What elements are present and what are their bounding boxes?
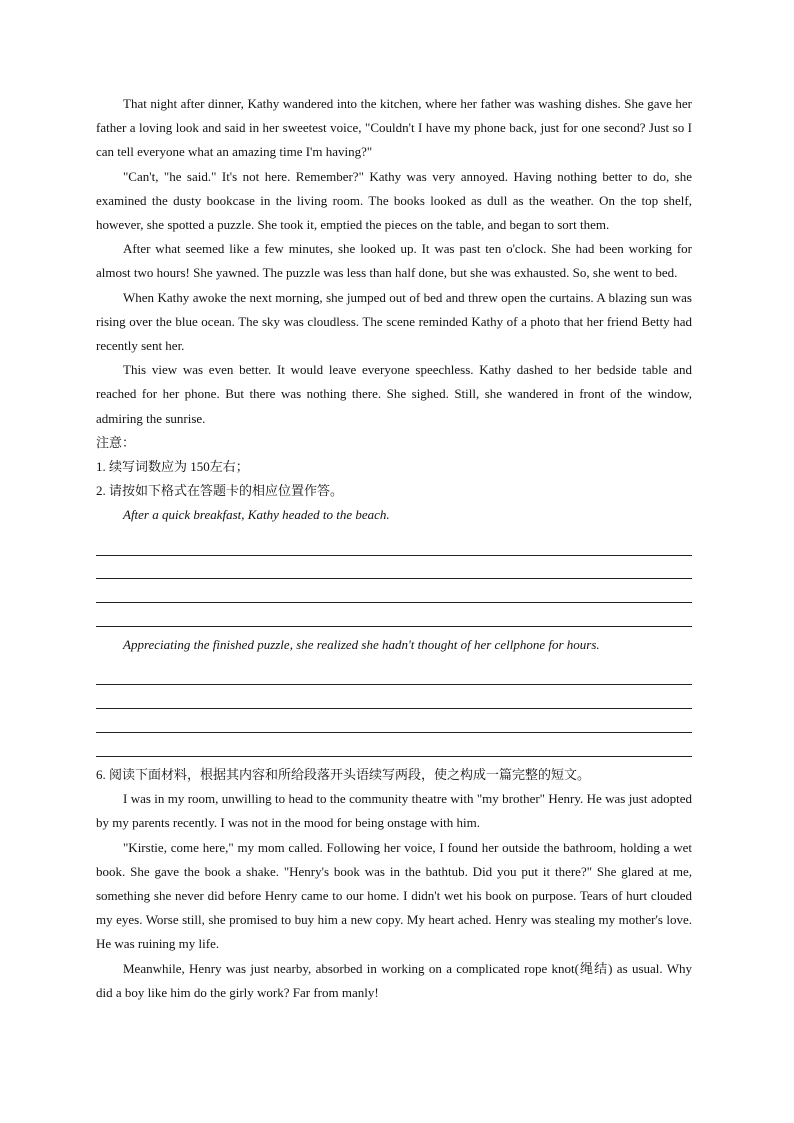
prompt-first: After a quick breakfast, Kathy headed to the beach. <box>123 507 390 523</box>
writing-line[interactable] <box>96 603 692 627</box>
notes-item-1: 1. 续写词数应为 150左右； <box>96 459 249 475</box>
writing-line[interactable] <box>96 556 692 580</box>
document-page <box>96 92 692 1005</box>
writing-line[interactable] <box>96 685 692 709</box>
writing-line[interactable] <box>96 532 692 556</box>
story-paragraph-5: This view was even better. It would leave everyone speechless. Kathy dashed to her bedside table and reached for her phone. But there was nothing there. She sighed. Still, she wandered in front of the window, admiring the sunrise. <box>96 362 692 426</box>
q6-paragraph-2: "Kirstie, come here," my mom called. Following her voice, I found her outside the bathroom, holding a wet book. She gave the book a shake. "Henry's book was in the bathtub. Did you put it there?" She glared at me, something she never did before Henry came to our home. I didn't wet his book on purpose. Tears of hurt clouded my eyes. Worse still, she promised to buy him a new copy. My heart ached. Henry was stealing my mother's love. He was ruining my life. <box>96 839 692 952</box>
story-paragraph-3: After what seemed like a few minutes, she looked up. It was past ten o'clock. She had been working for almost two hours! She yawned. The puzzle was less than half done, but she was exhausted. So, she went to bed. <box>96 241 692 281</box>
writing-line[interactable] <box>96 709 692 733</box>
story-paragraph-4: When Kathy awoke the next morning, she jumped out of bed and threw open the curtains. A blazing sun was rising over the blue ocean. The sky was cloudless. The scene reminded Kathy of a photo that her friend Betty had recently sent her. <box>96 289 692 354</box>
writing-lines-1 <box>96 532 692 628</box>
writing-lines-2 <box>96 661 692 757</box>
notes-heading: 注意： <box>96 434 136 450</box>
prompt-second: Appreciating the finished puzzle, she realized she hadn't thought of her cellphone for hours. <box>123 637 600 653</box>
q6-paragraph-1: I was in my room, unwilling to head to the community theatre with "my brother" Henry. He was just adopted by my parents recently. I was not in the mood for being onstage with him. <box>96 791 692 831</box>
question-6-instruction: 6. 阅读下面材料，根据其内容和所给段落开头语续写两段，使之构成一篇完整的短文。 <box>96 766 591 782</box>
story-paragraph-2: "Can't, "he said." It's not here. Remember?" Kathy was very annoyed. Having nothing better to do, she examined the dusty bookcase in the living room. The books looked as dull as the weather. On the top shelf, however, she spotted a puzzle. She took it, emptied the pieces on the table, and began to sort them. <box>96 168 692 233</box>
q6-paragraph-3: Meanwhile, Henry was just nearby, absorbed in working on a complicated rope knot(绳结) as usual. Why did a boy like him do the girly work? Far from manly! <box>96 960 692 1000</box>
story-paragraph-1: That night after dinner, Kathy wandered into the kitchen, where her father was washing dishes. She gave her father a loving look and said in her sweetest voice, "Couldn't I have my phone back, just for one second? Just so I can tell everyone what an amazing time I'm having?" <box>96 96 692 160</box>
writing-line[interactable] <box>96 733 692 757</box>
writing-line[interactable] <box>96 661 692 685</box>
notes-item-2: 2. 请按如下格式在答题卡的相应位置作答。 <box>96 483 344 499</box>
writing-line[interactable] <box>96 579 692 603</box>
